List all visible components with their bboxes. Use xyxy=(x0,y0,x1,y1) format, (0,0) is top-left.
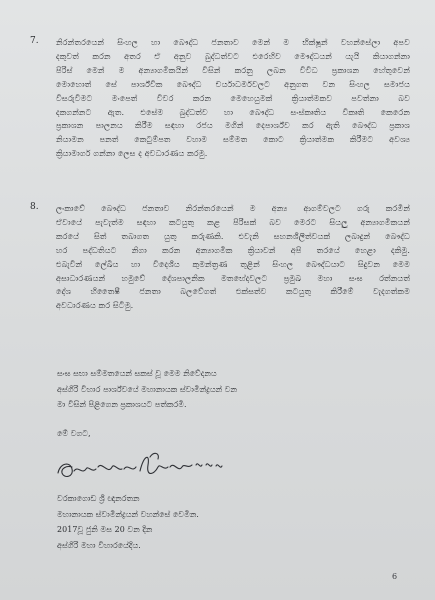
paragraph-line: හර පද්ධතියට නිගා කරන අන්‍යාගමික ක්‍රියාවන් අපි තරයේ හෙළා දකිමු. xyxy=(56,244,410,255)
paragraph-line: විසරුවිමට මංපෙත් විවර කරන මෙහෙයුමක් ක්‍රියාත්මකව පවත්නා බව xyxy=(56,92,410,103)
signatory-place: අස්ගිරි මහා විහාරයේදිය. xyxy=(57,540,141,550)
closing-line: අස්ගිරි විහාර පාර්ශ්වයේ මහානායක ස්වාමීන්ද්‍රයන් වන xyxy=(57,384,238,394)
closing-statement xyxy=(57,366,357,413)
paragraph-line: දේශ හිතෛෂී ජනතා බලවේගත් එක්සත්ව කටයුතු කිරීමේ වැදගත්කම xyxy=(56,286,410,297)
paragraph-line: අවධාරණය කර සිටිමු. xyxy=(56,300,134,311)
paragraph-line: ක්‍රියාමාර්ග ගන්නා ලෙස ද අවධාරණය කරමු. xyxy=(56,148,208,159)
handwritten-signature xyxy=(50,449,230,493)
signatory-block xyxy=(57,491,357,553)
paragraph-line: එබැවින් ලේඛිය හා විදෙශීය කුමන්ත්‍රණ තුළින් සිංහල බෞද්ධයාට සිදුවන මෙම xyxy=(56,258,410,269)
signatory-date: 2017වූ ජුනි මස 20 වන දින xyxy=(57,525,153,534)
salutation-text: මේ වගට, xyxy=(57,429,91,438)
paragraph-line: දකගන්නට ඇත. එසේම බුද්ධත්ව හා බෞද්ධ සංස්කෘතිය විකෘති කෙරෙන xyxy=(56,106,410,117)
paragraph-line: නියාමන පනත් කෙටුම්පත වහාම සම්මත කොට ක්‍රියාත්මක කිරීමට අවශ්‍ය xyxy=(56,134,410,145)
paragraph-line: අසාධාරණයන් හමුවේ දේශපාලනික මතභේදවලට ප්‍රමුඛ මහා සංඝ රත්නයත් xyxy=(56,272,410,283)
paragraph-number: 8. xyxy=(30,202,39,212)
signatory-name: වරකාගොඩ ශ්‍රී ඥානරතන xyxy=(57,494,140,503)
closing-line: මා විසින් පිළිගෙන ප්‍රකාශයට පත්කරමි. xyxy=(57,400,187,409)
paragraph-line: ප්‍රකාශන පාලනය කිරීම සඳහා රජය මගින් දෙපාර්ශ්ව කර ඇති බෞද්ධ ප්‍රකාශ xyxy=(56,120,410,131)
paragraph-line: ලංකාවේ බෞද්ධ ජනතාව නිරන්තරයෙන් ම අන්‍ය ආගම්වලට ගරු කරමින් xyxy=(56,203,410,213)
paragraph-line: පිරිස් මෙන් ම අන්‍යාගමිකයින් විසින් කරනු ලබන විවිධ ප්‍රකාශන හේතුවෙන් xyxy=(56,64,410,75)
paragraph-line: දකුවත් කරන අතර ඒ අනුව බුද්ධත්වට එරෙහිව මෞද්ධයන් යැයි කියාගන්නා xyxy=(56,50,410,61)
salutation xyxy=(57,426,357,442)
paragraph-line: නිරන්තරයෙන් සිංහල හා බෞද්ධ ජනතාව මෙන් ම භික්ෂූන් වහන්සේලා අපව xyxy=(56,37,410,47)
page-number: 6 xyxy=(392,572,398,581)
signatory-title: මහානායක ස්වාමීන්ද්‍රයන් වහන්සේ වෙමින. xyxy=(57,509,199,519)
paragraph-line: කරයේ සිත් තබාගත යුතු කරුණකි. එවැනි සහනශීලීත්වයක් ලබාදුන් බෞද්ධ xyxy=(56,230,410,241)
paragraph-line: ඒවායේ පැවැත්ම සඳහා කටයුතු කළ පිරිසක් බව මෙරට සියලු අන්‍යාගමිකයන් xyxy=(56,216,410,227)
closing-line: සංඝ සභා සම්මතයෙන් සකස් වූ මෙම නිවේදනය xyxy=(57,369,217,378)
paragraph-number: 7. xyxy=(30,36,39,46)
paragraph-line: මොහොත් සේ පාර්ශ්වික බෞද්ධ චර්යාධර්මවලට අනුගත වන සිංහල සමාජය xyxy=(56,78,410,89)
